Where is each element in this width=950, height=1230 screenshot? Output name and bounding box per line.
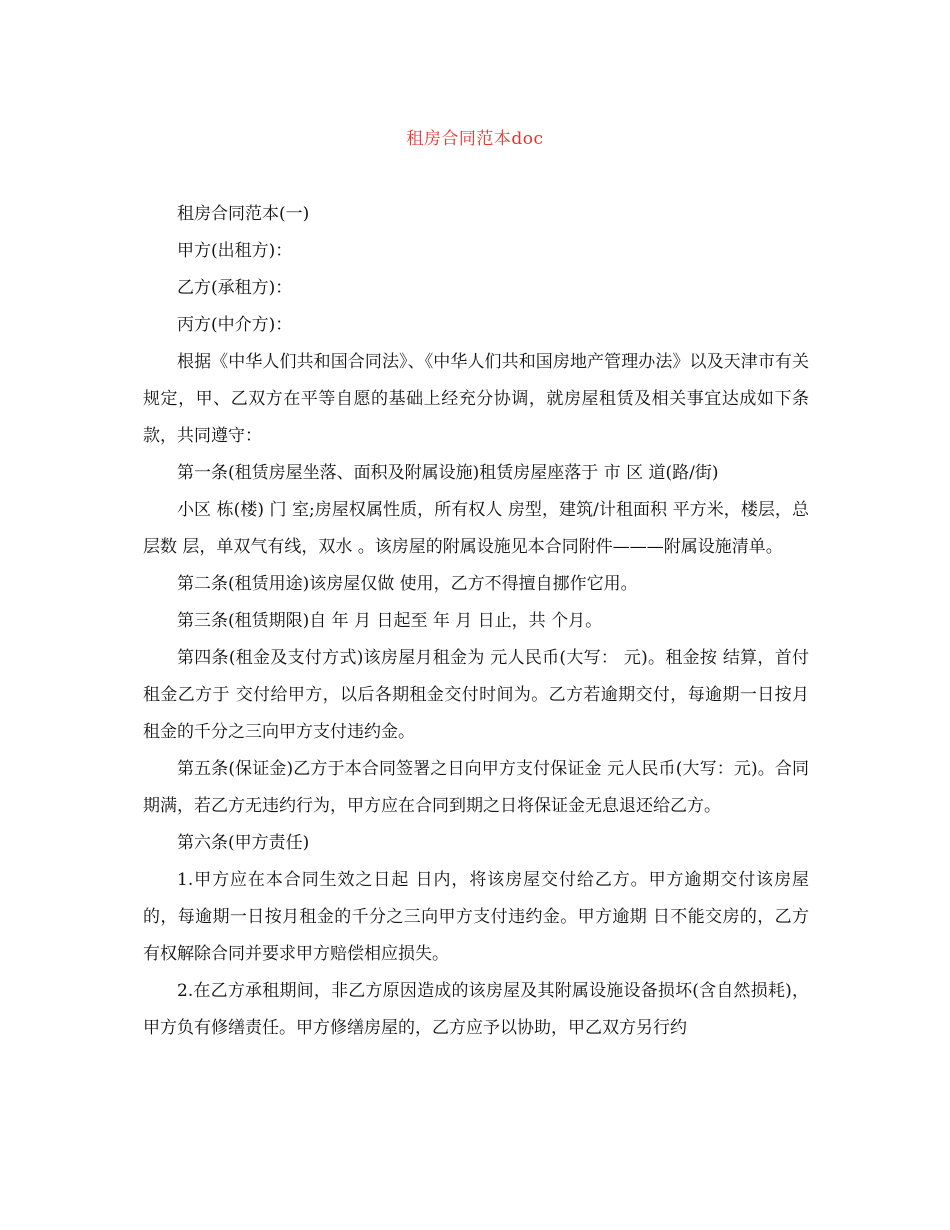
paragraph-article-5: 第五条(保证金)乙方于本合同签署之日向甲方支付保证金 元人民币(大写：元)。合同期满，若乙方无违约行为，甲方应在合同到期之日将保证金无息退还给乙方。 xyxy=(143,759,809,816)
paragraph-article-6-item-2: 2.在乙方承租期间，非乙方原因造成的该房屋及其附属设施设备损坏(含自然损耗)，甲方负有修缮责任。甲方修缮房屋的，乙方应予以协助，甲乙双方另行约 xyxy=(143,981,809,1038)
document-body xyxy=(143,196,809,1047)
document-title: 租房合同范本doc xyxy=(406,129,544,149)
paragraph-party-c: 丙方(中介方)： xyxy=(177,315,293,335)
paragraph-heading: 租房合同范本(一) xyxy=(177,204,310,224)
paragraph-article-6: 第六条(甲方责任) xyxy=(177,833,310,853)
paragraph-party-a: 甲方(出租方)： xyxy=(177,241,293,261)
paragraph-party-b: 乙方(承租方)： xyxy=(177,278,293,298)
paragraph-article-1: 第一条(租赁房屋坐落、面积及附属设施)租赁房屋座落于 市 区 道(路/街) xyxy=(177,463,719,483)
paragraph-preamble: 根据《中华人们共和国合同法》、《中华人们共和国房地产管理办法》以及天津市有关规定，甲、乙双方在平等自愿的基础上经充分协调，就房屋租赁及相关事宜达成如下条款，共同遵守： xyxy=(143,352,809,446)
paragraph-article-4: 第四条(租金及支付方式)该房屋月租金为 元人民币(大写： 元)。租金按 结算，首付租金乙方于 交付给甲方，以后各期租金交付时间为。乙方若逾期交付，每逾期一日按月租金的千分之三向甲方支付违约金。 xyxy=(143,648,809,742)
paragraph-article-3: 第三条(租赁期限)自 年 月 日起至 年 月 日止，共 个月。 xyxy=(177,611,603,631)
paragraph-article-2: 第二条(租赁用途)该房屋仅做 使用，乙方不得擅自挪作它用。 xyxy=(177,574,638,594)
paragraph-article-6-item-1: 1.甲方应在本合同生效之日起 日内，将该房屋交付给乙方。甲方逾期交付该房屋的，每逾期一日按月租金的千分之三向甲方支付违约金。甲方逾期 日不能交房的，乙方有权解除合同并要求甲方赔偿相应损失。 xyxy=(143,870,809,964)
paragraph-article-1-cont: 小区 栋(楼) 门 室;房屋权属性质，所有权人 房型，建筑/计租面积 平方米，楼层，总层数 层，单双气有线，双水 。该房屋的附属设施见本合同附件———附属设施清单。 xyxy=(143,500,809,557)
